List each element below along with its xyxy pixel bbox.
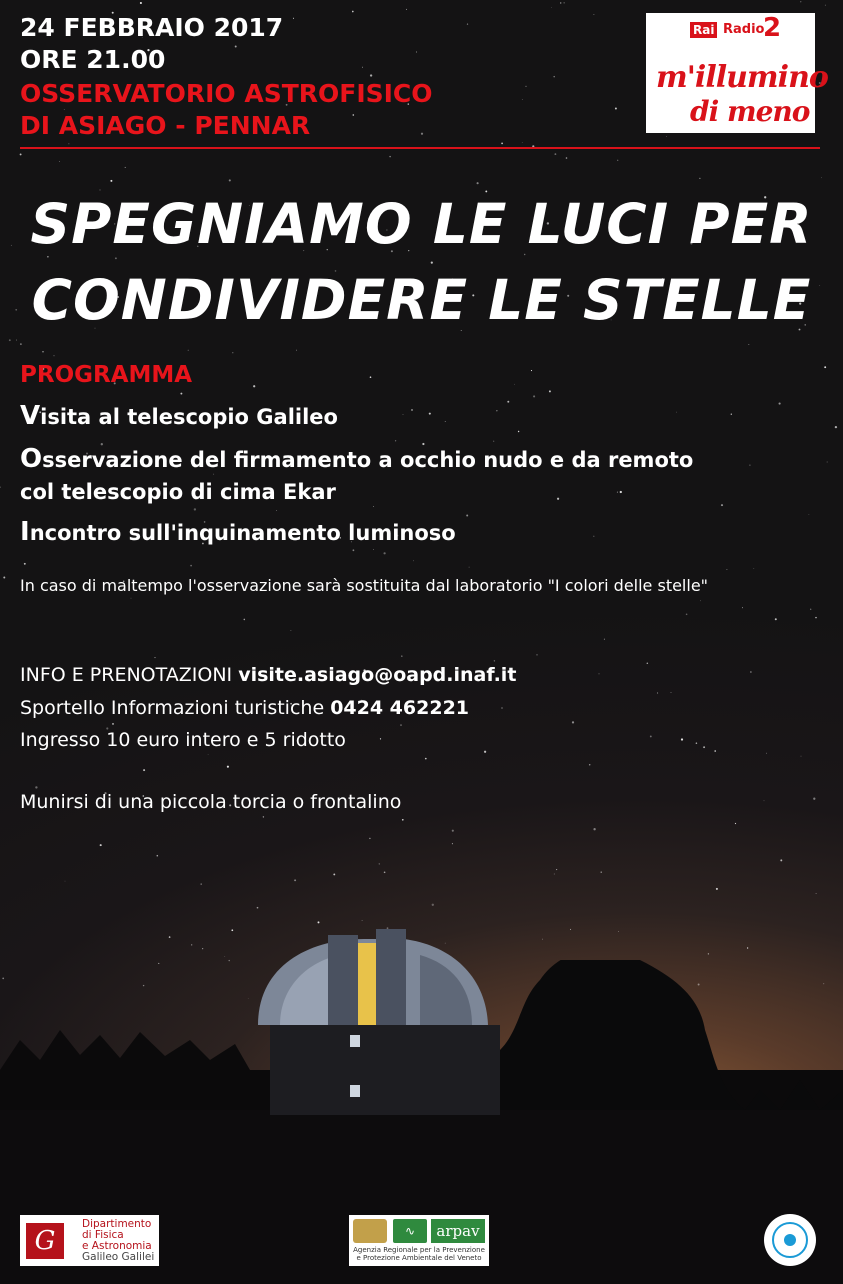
tourist-desk-phone[interactable]: 0424 462221: [330, 697, 470, 719]
star: [208, 754, 209, 755]
info-email[interactable]: visite.asiago@oapd.inaf.it: [238, 664, 517, 686]
star: [749, 464, 750, 465]
star: [469, 567, 470, 568]
star: [452, 830, 454, 832]
dfa-line-4: Galileo Galilei: [82, 1251, 155, 1263]
star: [429, 413, 431, 415]
program-item-1-text: isita al telescopio Galileo: [40, 405, 338, 429]
star: [395, 440, 396, 441]
star: [775, 618, 777, 620]
star: [115, 257, 117, 259]
star: [827, 462, 828, 463]
star: [549, 390, 551, 392]
star: [666, 136, 667, 137]
star: [20, 343, 22, 345]
star: [224, 956, 225, 957]
star: [501, 142, 503, 144]
star: [293, 18, 294, 19]
star: [647, 663, 649, 665]
star: [232, 352, 233, 353]
observatory-dome: [240, 925, 520, 1115]
star: [47, 256, 49, 258]
star: [699, 178, 700, 179]
star: [601, 871, 602, 872]
star: [20, 153, 22, 155]
star: [99, 189, 100, 190]
star: [190, 565, 192, 567]
star: [700, 600, 701, 601]
star: [676, 412, 677, 413]
star: [466, 515, 468, 517]
tourist-desk-line: [20, 697, 469, 719]
star: [370, 74, 372, 76]
star: [809, 514, 810, 515]
header-divider: [20, 147, 820, 149]
arpav-subtitle: Agenzia Regionale per la Prevenzione e Protezione Ambientale del Veneto: [353, 1246, 485, 1262]
program-item-2-text: sservazione del firmamento a occhio nudo e da remoto: [42, 448, 694, 472]
star: [553, 76, 555, 78]
seal-center-icon: [784, 1234, 796, 1246]
info-booking-line: [20, 664, 516, 686]
star: [617, 160, 618, 161]
star: [780, 859, 782, 861]
star: [681, 738, 683, 740]
program-item-2-line-2: col telescopio di cima Ekar: [20, 480, 336, 504]
star: [257, 907, 259, 909]
star: [53, 355, 54, 356]
star: [484, 751, 486, 753]
program-item-1-initial: V: [20, 401, 41, 431]
dfa-line-3: e Astronomia: [82, 1240, 152, 1252]
dfa-line-1: Dipartimento: [82, 1218, 152, 1230]
arpav-word: arpav: [431, 1219, 485, 1243]
star: [779, 403, 781, 405]
star: [200, 883, 201, 884]
star: [731, 414, 732, 415]
star: [413, 560, 414, 561]
star: [202, 948, 203, 949]
star: [570, 929, 571, 930]
star: [65, 881, 66, 882]
star: [671, 692, 672, 693]
star: [560, 2, 561, 3]
star: [593, 828, 595, 830]
ticket-price: Ingresso 10 euro intero e 5 ridotto: [20, 729, 346, 751]
event-date-time: [20, 12, 283, 76]
star: [352, 11, 354, 13]
inaf-seal-logo: [764, 1214, 816, 1266]
star: [131, 598, 132, 599]
star: [835, 426, 837, 428]
star: [3, 577, 5, 579]
program-item-3-text: ncontro sull'inquinamento luminoso: [29, 521, 456, 545]
star: [721, 504, 723, 506]
star: [810, 609, 811, 610]
star: [537, 654, 538, 655]
star: [432, 904, 434, 906]
star: [416, 51, 417, 52]
star: [140, 2, 142, 4]
star: [445, 421, 446, 422]
star: [564, 2, 565, 3]
program-item-2: [20, 443, 693, 508]
star: [551, 7, 552, 8]
star: [403, 414, 404, 415]
star: [370, 376, 372, 378]
star: [604, 639, 605, 640]
star: [696, 742, 698, 744]
star: [726, 569, 727, 570]
event-location: [20, 78, 433, 142]
millumino-text: m'illumino: [656, 60, 828, 95]
star: [24, 563, 26, 565]
headline-line-2: CONDIVIDERE LE STELLE: [31, 268, 812, 332]
star: [353, 549, 355, 551]
di-meno-text: di meno: [690, 95, 810, 128]
star: [554, 874, 555, 875]
star: [716, 888, 718, 890]
star: [525, 86, 526, 87]
torch-note: Munirsi di una piccola torcia o frontalino: [20, 791, 402, 813]
star: [157, 855, 159, 857]
star: [572, 721, 574, 723]
star: [514, 384, 515, 385]
star: [143, 769, 145, 771]
star: [522, 142, 523, 143]
star: [518, 431, 519, 432]
star: [294, 879, 296, 881]
star: [735, 823, 736, 824]
star: [194, 508, 196, 510]
star: [800, 1, 801, 2]
star: [362, 67, 363, 68]
rai-badge: Rai: [690, 22, 717, 38]
star: [425, 758, 427, 760]
program-item-3: [20, 516, 456, 549]
star: [125, 167, 126, 168]
lion-emblem-icon: [353, 1219, 387, 1243]
star: [764, 800, 765, 801]
star: [9, 339, 11, 341]
star: [821, 177, 822, 178]
star: [657, 693, 658, 694]
star: [748, 344, 749, 345]
star: [813, 798, 815, 800]
dfa-text: [82, 1219, 154, 1263]
star: [507, 401, 509, 403]
star: [188, 350, 189, 351]
star: [68, 143, 69, 144]
event-time: ORE 21.00: [20, 45, 166, 74]
star: [742, 607, 743, 608]
location-line-2: DI ASIAGO - PENNAR: [20, 111, 311, 140]
star: [467, 24, 468, 25]
rai-radio2-millumino-logo: [646, 13, 828, 133]
star: [542, 939, 543, 940]
star: [296, 350, 297, 351]
star: [191, 944, 192, 945]
star: [566, 157, 568, 159]
star: [501, 707, 503, 709]
star: [100, 844, 102, 846]
star: [494, 660, 495, 661]
info-label: INFO E PRENOTAZIONI: [20, 664, 233, 686]
star: [824, 366, 826, 368]
star: [825, 5, 826, 6]
arpav-logo: [349, 1215, 489, 1266]
star: [384, 871, 386, 873]
star: [708, 953, 709, 954]
program-item-2-initial: O: [20, 444, 43, 474]
star: [154, 657, 155, 658]
star: [231, 929, 233, 931]
star: [618, 931, 619, 932]
star: [594, 536, 595, 537]
star: [180, 393, 182, 395]
star: [263, 816, 264, 817]
star: [373, 549, 374, 550]
star: [362, 920, 363, 921]
star: [59, 161, 60, 162]
star: [766, 753, 767, 754]
star: [753, 568, 754, 569]
radio-number: 2: [763, 13, 782, 43]
star: [379, 863, 380, 864]
weather-note: In caso di maltempo l'osservazione sarà sostituita dal laboratorio "I colori delle stelle": [20, 576, 709, 595]
star: [244, 619, 246, 621]
star: [589, 764, 590, 765]
star: [686, 614, 688, 616]
program-item-1: [20, 400, 338, 433]
star: [477, 182, 479, 184]
star: [554, 153, 556, 155]
dfa-line-2: di Fisica: [82, 1229, 124, 1241]
headline-line-1: SPEGNIAMO LE LUCI PER: [30, 192, 813, 256]
radio-word: Radio: [723, 22, 765, 37]
star: [389, 156, 390, 157]
star: [276, 510, 277, 511]
star: [401, 655, 403, 657]
star: [615, 108, 617, 110]
star: [253, 385, 255, 387]
star: [496, 410, 497, 411]
star: [42, 351, 43, 352]
star: [522, 99, 523, 100]
star: [452, 843, 453, 844]
star: [747, 947, 748, 948]
event-date: 24 FEBBRAIO 2017: [20, 13, 284, 42]
star: [35, 786, 37, 788]
star: [400, 725, 401, 726]
star: [229, 179, 231, 181]
star: [110, 180, 112, 182]
star: [493, 441, 494, 442]
star: [333, 873, 335, 875]
star: [369, 838, 370, 839]
star: [383, 552, 385, 554]
arpav-swirl-icon: ∿: [393, 1219, 427, 1243]
location-line-1: OSSERVATORIO ASTROFISICO: [20, 79, 433, 108]
star: [801, 756, 802, 757]
star: [599, 674, 600, 675]
dfa-logo: [20, 1215, 159, 1266]
star: [703, 746, 705, 748]
star: [411, 409, 412, 410]
program-item-3-initial: I: [20, 517, 30, 547]
star: [650, 735, 652, 737]
star: [815, 617, 816, 618]
star: [533, 395, 535, 397]
program-title: PROGRAMMA: [20, 362, 193, 388]
star: [169, 936, 171, 938]
star: [402, 819, 404, 821]
star: [318, 921, 320, 923]
star: [593, 14, 594, 15]
star: [750, 671, 751, 672]
star: [291, 630, 292, 631]
tourist-desk-label: Sportello Informazioni turistiche: [20, 697, 325, 719]
star: [556, 869, 557, 870]
star: [112, 723, 114, 725]
star: [714, 750, 716, 752]
dfa-mark-icon: G: [26, 1223, 64, 1259]
star: [0, 486, 1, 487]
star: [531, 370, 532, 371]
star: [380, 738, 381, 739]
star: [406, 9, 407, 10]
star: [431, 262, 433, 264]
star: [816, 893, 817, 894]
star: [16, 340, 17, 341]
star: [227, 766, 229, 768]
